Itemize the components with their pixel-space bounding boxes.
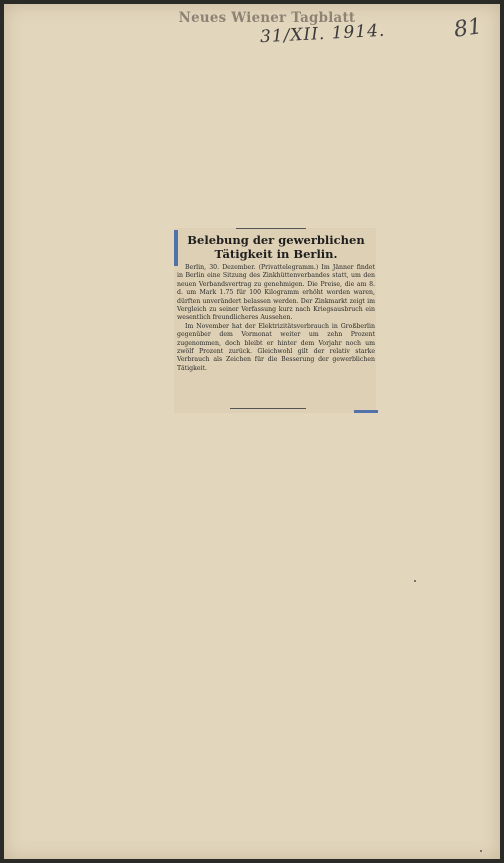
clipping-paragraph: Berlin, 30. Dezember. (Privattelegramm.) Im Jänner findet in Berlin eine Sitzung des Zinkhüttenverbandes statt, um den neuen Verbandsvertrag zu genehmigen. Die Preise, die am 8. d. um Mark 1.75 für 100 Kilogramm erhöht worden waren, dürften unverändert belassen werden. Der Zinkmarkt zeigt im Vergleich zu seiner Verfassung kurz nach Kriegsausbruch ein wesentlich freundlicheres Aussehen. [177,264,375,322]
paper-speck [480,850,482,852]
newspaper-name-stamp: Neues Wiener Tagblatt [178,10,356,26]
paper-speck [414,580,416,582]
clipping-paragraph: Im November hat der Elektrizitätsverbrauch in Großberlin gegenüber dem Vormonat weiter um zehn Prozent zugenommen, doch bleibt er hinter dem Vorjahr noch um zwölf Prozent zurück. Gleichwohl gilt der relativ starke Verbrauch als Zeichen für die Besserung der gewerblichen Tätigkeit. [177,322,375,372]
clipping-body [177,264,375,373]
document-page [4,4,500,859]
newspaper-clipping [174,228,376,413]
top-rule [236,228,306,229]
bottom-rule [230,408,306,409]
handwritten-date: 31/XII. 1914. [259,20,386,48]
clipping-headline: Belebung der gewerblichen Tätigkeit in Berlin. [187,233,365,261]
blue-pencil-mark-bottom [354,410,378,413]
handwritten-number: 81 [452,14,484,43]
